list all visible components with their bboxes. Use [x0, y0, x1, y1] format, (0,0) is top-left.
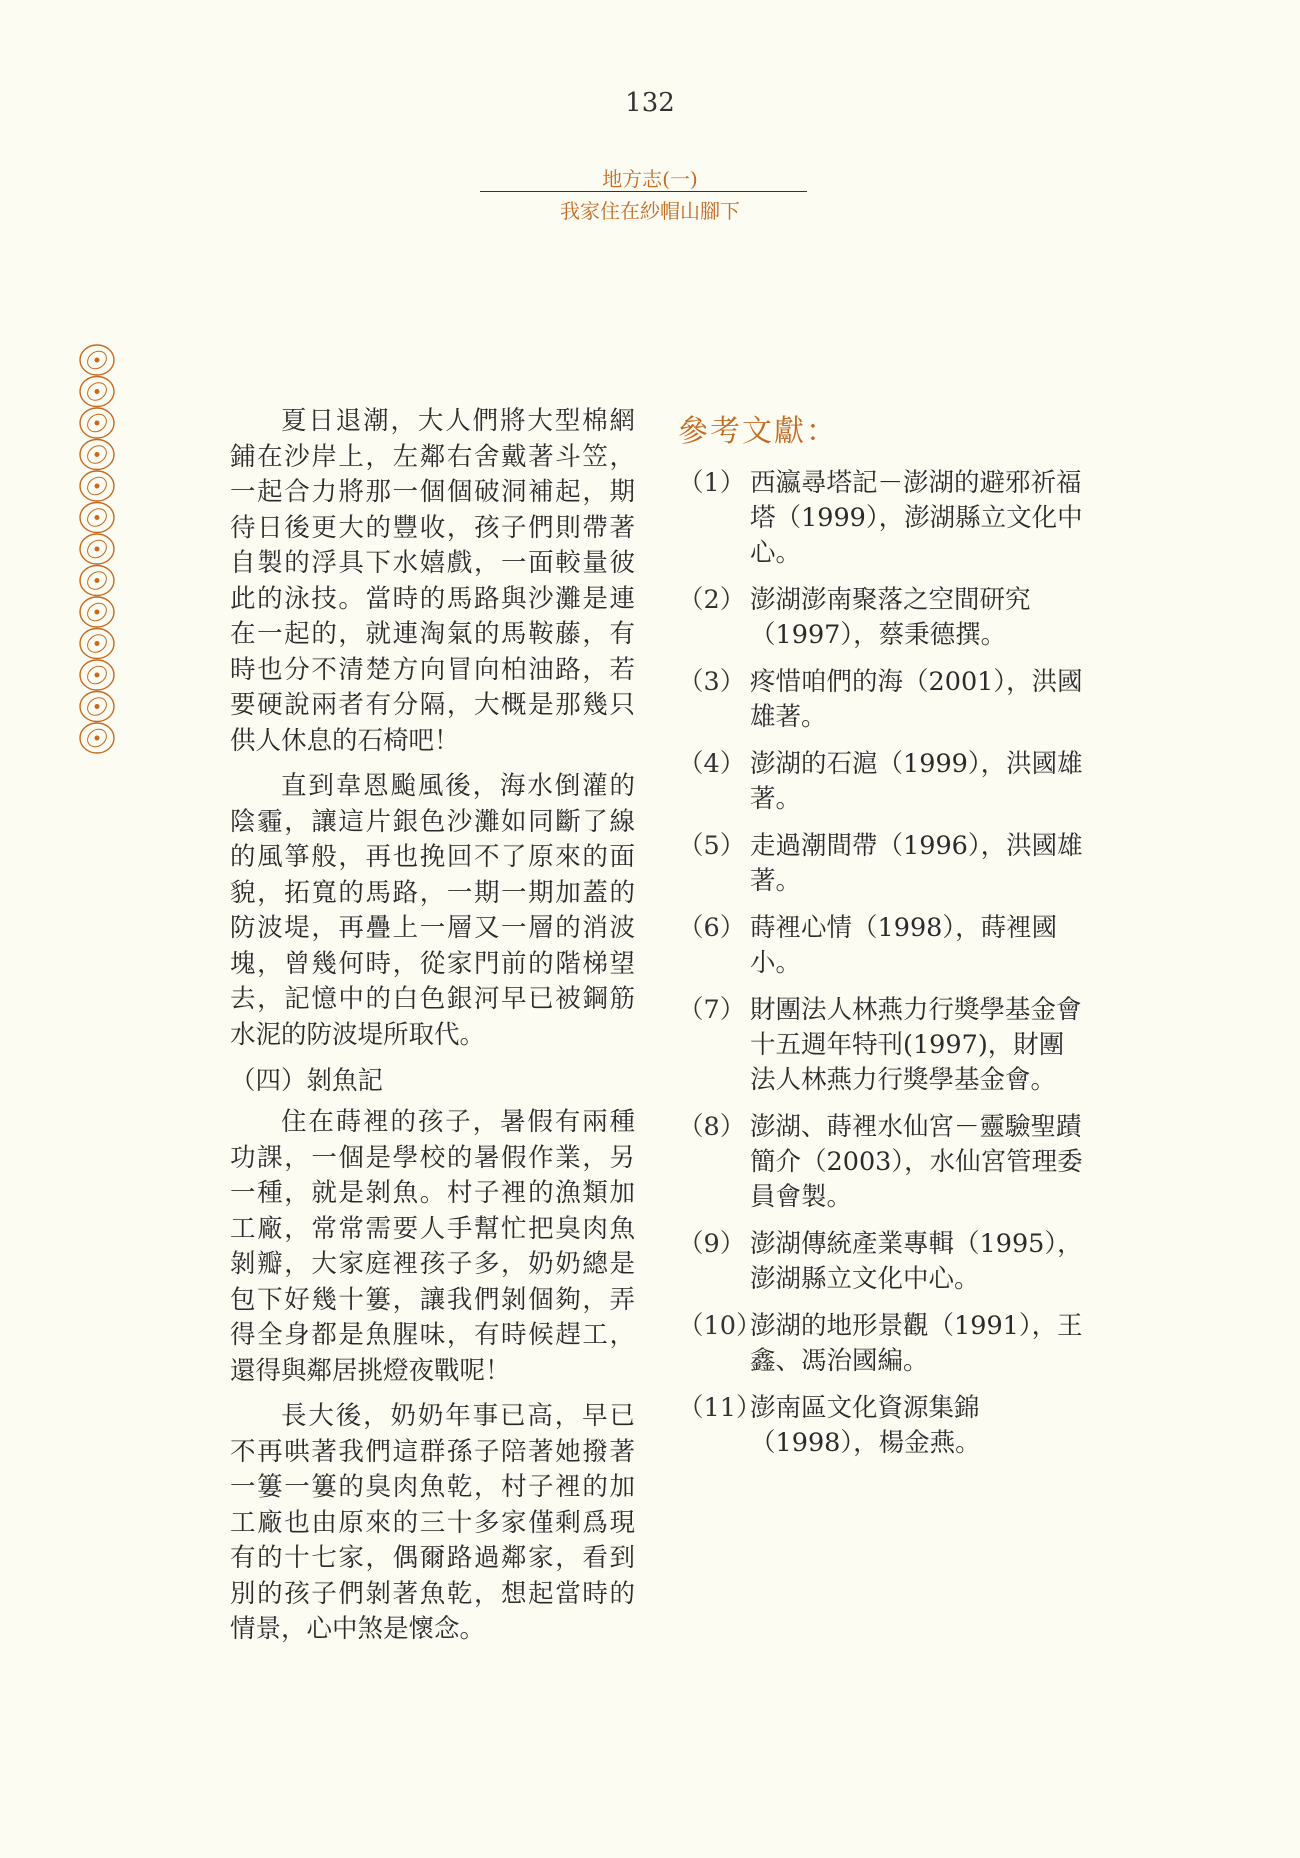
reference-text: 西瀛尋塔記－澎湖的避邪祈福塔（1999），澎湖縣立文化中心。 — [750, 468, 1083, 568]
reference-text: 澎湖的石滬（1999），洪國雄著。 — [750, 749, 1083, 814]
reference-text: 澎湖傳統產業專輯（1995），澎湖縣立文化中心。 — [750, 1229, 1083, 1294]
reference-item — [678, 1391, 1088, 1461]
body-paragraph: 直到韋恩颱風後，海水倒灌的陰霾，讓這片銀色沙灘如同斷了線的風箏般，再也挽回不了原來的面貌，拓寬的馬路，一期一期加蓋的防波堤，再疊上一層又一層的消波塊，曾幾何時，從家門前的階梯望去，記憶中的白色銀河早已被鋼筋水泥的防波堤所取代。 — [230, 771, 635, 1050]
reference-number: （3） — [678, 667, 746, 697]
reference-text: 澎湖澎南聚落之空間研究（1997），蔡秉德撰。 — [750, 585, 1031, 650]
reference-number: （8） — [678, 1112, 746, 1142]
reference-text: 澎南區文化資源集錦（1998），楊金燕。 — [750, 1393, 981, 1458]
reference-number: （1） — [678, 468, 746, 498]
header-divider — [480, 191, 807, 192]
body-paragraph: 長大後，奶奶年事已高，早已不再哄著我們這群孫子陪著她撥著一簍一簍的臭肉魚乾，村子裡的加工廠也由原來的三十多家僅剩爲現有的十七家，偶爾路過鄰家，看到別的孩子們剝著魚乾，想起當時的情景，心中煞是懷念。 — [230, 1401, 635, 1644]
reference-number: （4） — [678, 749, 746, 779]
decorative-border-ornament — [72, 344, 122, 764]
references-section — [678, 406, 1088, 1473]
reference-number: （6） — [678, 913, 746, 943]
running-header-title: 地方志(一) — [602, 167, 698, 191]
reference-item — [678, 829, 1088, 899]
reference-text: 財團法人林燕力行獎學基金會十五週年特刊(1997)，財團法人林燕力行獎學基金會。 — [750, 995, 1082, 1095]
reference-number: （11） — [678, 1393, 762, 1423]
reference-item — [678, 911, 1088, 981]
references-heading: 參考文獻： — [678, 414, 838, 449]
reference-item — [678, 583, 1088, 653]
reference-number: （2） — [678, 585, 746, 615]
reference-item — [678, 1110, 1088, 1215]
running-header-subtitle: 我家住在紗帽山腳下 — [560, 199, 740, 223]
body-paragraph: 住在蒔裡的孩子，暑假有兩種功課，一個是學校的暑假作業，另一種，就是剝魚。村子裡的漁類加工廠，常常需要人手幫忙把臭肉魚剝瓣，大家庭裡孩子多，奶奶總是包下好幾十簍，讓我們剝個夠，弄得全身都是魚腥味，有時候趕工，還得與鄰居挑燈夜戰呢！ — [230, 1107, 635, 1386]
article-body — [230, 404, 635, 1658]
reference-item — [678, 1309, 1088, 1379]
reference-text: 走過潮間帶（1996），洪國雄著。 — [750, 831, 1083, 896]
reference-item — [678, 1227, 1088, 1297]
reference-item — [678, 665, 1088, 735]
reference-number: （9） — [678, 1229, 746, 1259]
reference-text: 澎湖、蒔裡水仙宮－靈驗聖蹟簡介（2003），水仙宮管理委員會製。 — [750, 1112, 1083, 1212]
reference-number: （7） — [678, 995, 746, 1025]
reference-text: 澎湖的地形景觀（1991），王鑫、馮治國編。 — [750, 1311, 1083, 1376]
reference-item — [678, 466, 1088, 571]
reference-item — [678, 747, 1088, 817]
reference-item — [678, 993, 1088, 1098]
reference-number: （5） — [678, 831, 746, 861]
section-heading: （四）剝魚記 — [230, 1066, 384, 1096]
body-paragraph: 夏日退潮，大人們將大型棉網鋪在沙岸上，左鄰右舍戴著斗笠，一起合力將那一個個破洞補起，期待日後更大的豐收，孩子們則帶著自製的浮具下水嬉戲，一面較量彼此的泳技。當時的馬路與沙灘是連在一起的，就連淘氣的馬鞍藤，有時也分不清楚方向冒向柏油路，若要硬說兩者有分隔，大概是那幾只供人休息的石椅吧！ — [230, 406, 635, 756]
reference-text: 蒔裡心情（1998），蒔裡國小。 — [750, 913, 1058, 978]
references-list — [678, 466, 1088, 1461]
reference-text: 疼惜咱們的海（2001），洪國雄著。 — [750, 667, 1083, 732]
reference-number: （10） — [678, 1311, 762, 1341]
page-number: 132 — [625, 88, 675, 118]
